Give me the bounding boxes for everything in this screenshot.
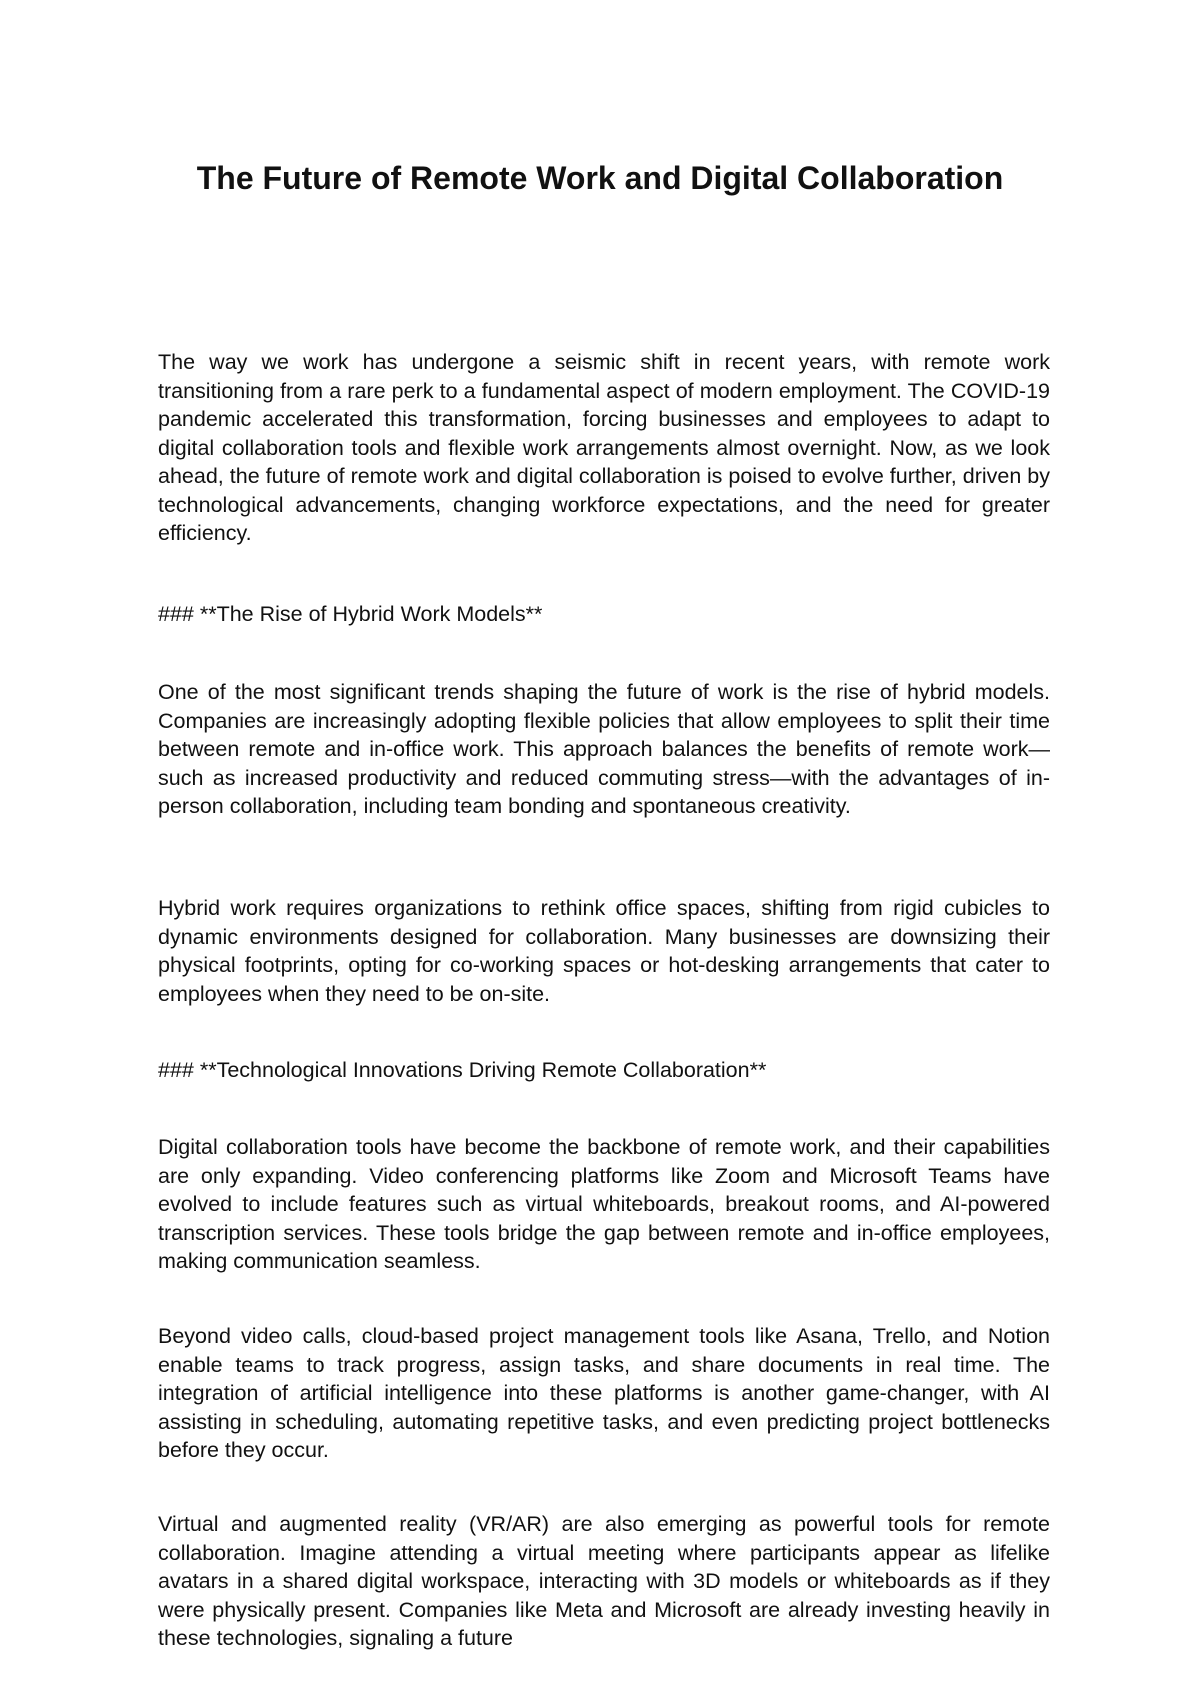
section-heading-technology: ### **Technological Innovations Driving Remote Collaboration** bbox=[158, 1058, 767, 1082]
paragraph-collaboration-tools: Digital collaboration tools have become the backbone of remote work, and their capabilities are only expanding. Video conferencing platforms like Zoom and Microsoft Teams have evolved to include features such as virtual whiteboards, breakout rooms, and AI-powered transcription services. These tools bridge the gap between remote and in-office employees, making communication seamless. bbox=[158, 1135, 1050, 1273]
paragraph-project-management: Beyond video calls, cloud-based project management tools like Asana, Trello, and Notion enable teams to track progress, assign tasks, and share documents in real time. The integration of artificial intelligence into these platforms is another game-changer, with AI assisting in scheduling, automating repetitive tasks, and even predicting project bottlenecks before they occur. bbox=[158, 1324, 1050, 1462]
intro-paragraph: The way we work has undergone a seismic shift in recent years, with remote work transitioning from a rare perk to a fundamental aspect of modern employment. The COVID-19 pandemic accelerated this transformation, forcing businesses and employees to adapt to digital collaboration tools and flexible work arrangements almost overnight. Now, as we look ahead, the future of remote work and digital collaboration is poised to evolve further, driven by technological advancements, changing workforce expectations, and the need for greater efficiency. bbox=[158, 350, 1050, 545]
paragraph-hybrid-offices: Hybrid work requires organizations to rethink office spaces, shifting from rigid cubicles to dynamic environments designed for collaboration. Many businesses are downsizing their physical footprints, opting for co-working spaces or hot-desking arrangements that cater to employees when they need to be on-site. bbox=[158, 896, 1050, 1006]
paragraph-vr-ar: Virtual and augmented reality (VR/AR) are also emerging as powerful tools for remote collaboration. Imagine attending a virtual meeting where participants appear as lifelike avatars in a shared digital workspace, interacting with 3D models or whiteboards as if they were physically present. Companies like Meta and Microsoft are already investing heavily in these technologies, signaling a future bbox=[158, 1512, 1050, 1650]
section-heading-hybrid: ### **The Rise of Hybrid Work Models** bbox=[158, 602, 543, 626]
document-title: The Future of Remote Work and Digital Collaboration bbox=[196, 160, 1004, 196]
paragraph-hybrid-trends: One of the most significant trends shaping the future of work is the rise of hybrid models. Companies are increasingly adopting flexible policies that allow employees to split their time between remote and in-office work. This approach balances the benefits of remote work—such as increased productivity and reduced commuting stress—with the advantages of in-person collaboration, including team bonding and spontaneous creativity. bbox=[158, 680, 1050, 818]
